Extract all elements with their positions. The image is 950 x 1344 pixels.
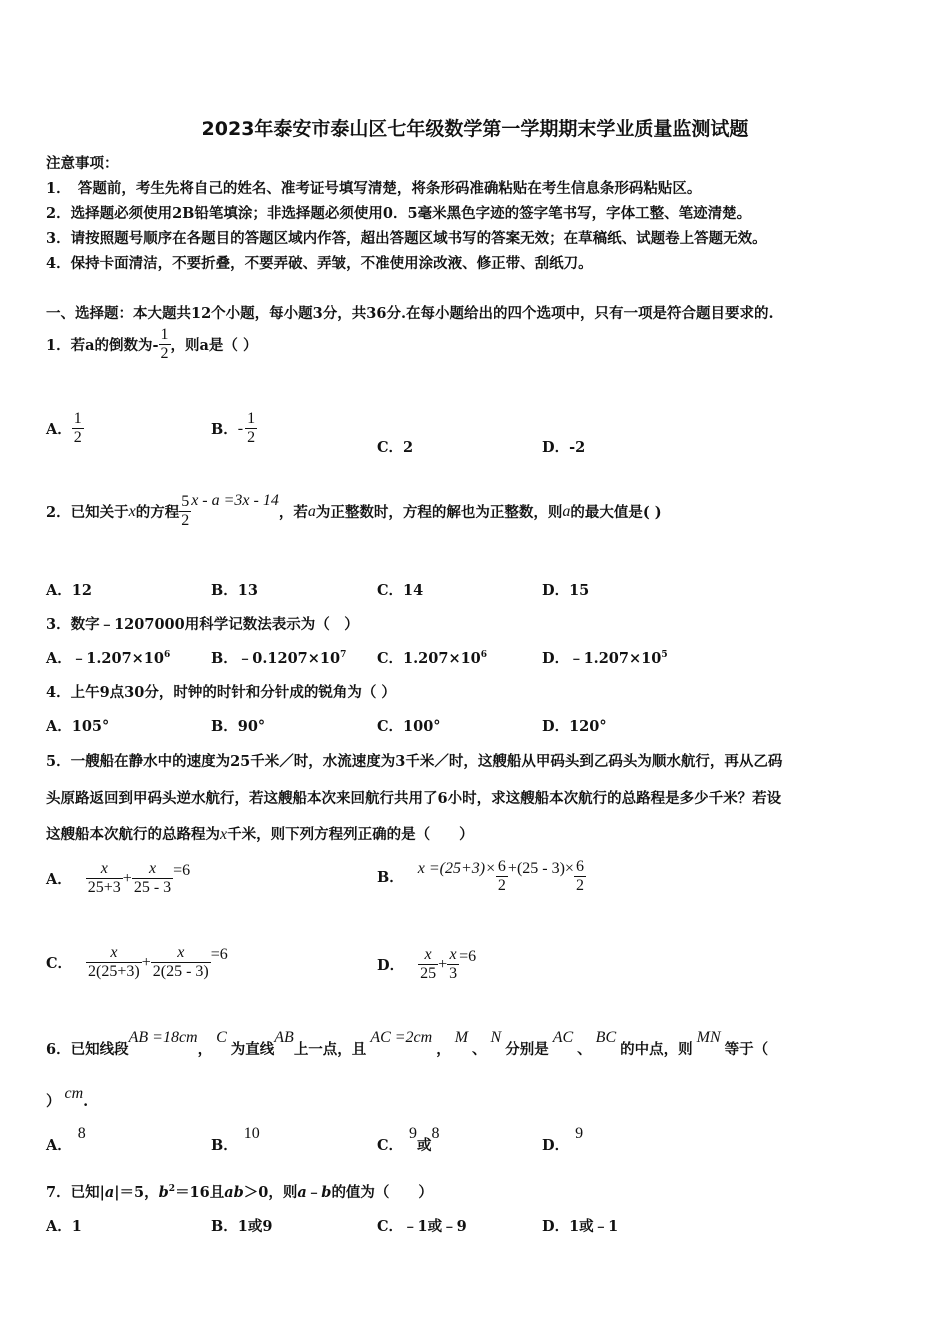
question-6-line-2: ） cm.	[46, 1085, 89, 1110]
q3-option-c[interactable]: C．$1.207\times 10^6$	[377, 650, 488, 667]
q6-option-c[interactable]: C．9或8	[377, 1125, 440, 1154]
q7-option-c[interactable]: C．﹣1或﹣9	[377, 1218, 467, 1235]
q5-option-a[interactable]: A． $\frac{x}{25+3}$ + $\frac{x}{25 - 3}$ =6	[46, 860, 191, 896]
q1-option-b[interactable]: B． - $\frac{1}{2}$	[211, 410, 256, 446]
question-5-line-1: 5．一艘船在静水中的速度为25千米／时，水流速度为3千米／时，这艘船从甲码头到乙码头为顺水航行，再从乙码	[46, 753, 783, 770]
q7-option-a[interactable]: A．1	[46, 1218, 82, 1235]
notice-item-2: 2．选择题必须使用2B铅笔填涂；非选择题必须使用0．5毫米黑色字迹的签字笔书写，字体工整、笔迹清楚。	[46, 205, 752, 222]
q1-option-d[interactable]: D．-2	[542, 439, 586, 456]
q1-text-after: ，则a是（ ）	[170, 337, 258, 354]
section-heading: 一、选择题：本大题共12个小题，每小题3分，共36分.在每小题给出的四个选项中，只有一项是符合题目要求的.	[46, 305, 774, 322]
q4-option-a[interactable]: A．105°	[46, 718, 110, 735]
q3-option-b[interactable]: B．$﹣0.1207\times 10^7$	[211, 650, 347, 667]
q6-option-a[interactable]: A．8	[46, 1125, 86, 1154]
q4-option-d[interactable]: D．120°	[542, 718, 607, 735]
q5-option-c[interactable]: C． $\frac{x}{2(25+3)}$ + $\frac{x}{2(25 - 3)}$ =6	[46, 944, 228, 980]
notice-heading: 注意事项：	[46, 155, 119, 172]
q5-option-d[interactable]: D． $\frac{x}{25}$ + $\frac{x}{3}$ =6	[377, 946, 477, 982]
question-2: 2．已知关于 x 的方程 $\frac{5}{2}$ x - a =3x - 14 ，若 a 为正整数时，方程的解也为正整数，则 a 的最大值是( )	[46, 491, 662, 529]
q3-option-a[interactable]: A．$﹣1.207\times 10^6$	[46, 650, 171, 667]
question-5-line-3: 这艘船本次航行的总路程为x千米，则下列方程列正确的是（ ）	[46, 826, 474, 843]
notice-item-4: 4．保持卡面清洁，不要折叠，不要弄破、弄皱，不准使用涂改液、修正带、刮纸刀。	[46, 255, 593, 272]
question-1	[46, 326, 257, 363]
q5-option-b[interactable]: B． x =(25+3)× $\frac{6}{2}$ +(25 - 3)× $\frac{6}{2}$	[377, 858, 584, 894]
q2-option-b[interactable]: B．13	[211, 582, 258, 599]
q6-option-d[interactable]: D．9	[542, 1125, 584, 1154]
q7-option-d[interactable]: D．1或﹣1	[542, 1218, 619, 1235]
q2-option-c[interactable]: C．14	[377, 582, 424, 599]
notice-item-3: 3．请按照题号顺序在各题目的答题区域内作答，超出答题区域书写的答案无效；在草稿纸、试题卷上答题无效。	[46, 230, 767, 247]
q1-option-a[interactable]: A． $\frac{1}{2}$	[46, 410, 82, 446]
question-4: 4．上午9点30分，时钟的时针和分针成的锐角为（ ）	[46, 684, 396, 701]
q2-option-d[interactable]: D．15	[542, 582, 590, 599]
page-title: 2023年泰安市泰山区七年级数学第一学期期末学业质量监测试题	[201, 118, 749, 140]
notice-item-1: 1． 答题前，考生先将自己的姓名、准考证号填写清楚，将条形码准确粘贴在考生信息条形码粘贴区。	[46, 180, 702, 197]
q1-fraction: $\frac{1}{2}$	[160, 326, 169, 362]
q1-option-c[interactable]: C．2	[377, 439, 414, 456]
q4-option-c[interactable]: C．100°	[377, 718, 441, 735]
question-7: 7．已知|a|＝5，$b^2=16$且ab＞0，则a﹣b的值为（ ）	[46, 1184, 433, 1201]
q3-option-d[interactable]: D．$﹣1.207\times 10^5$	[542, 650, 668, 667]
question-6-line-1: 6．已知线段AB =18cm，C为直线AB上一点，且AC =2cm，M、N分别是AC、BC的中点，则MN等于（	[46, 1029, 769, 1058]
q7-option-b[interactable]: B．1或9	[211, 1218, 273, 1235]
question-5-line-2: 头原路返回到甲码头逆水航行，若这艘船本次来回航行共用了6小时，求这艘船本次航行的总路程是多少千米？若设	[46, 790, 782, 807]
q4-option-b[interactable]: B．90°	[211, 718, 266, 735]
question-3: 3．数字﹣1207000用科学记数法表示为（ ）	[46, 616, 359, 633]
q6-option-b[interactable]: B．10	[211, 1125, 260, 1154]
q2-option-a[interactable]: A．12	[46, 582, 92, 599]
q1-text-before: 1．若a的倒数为-	[46, 337, 159, 354]
